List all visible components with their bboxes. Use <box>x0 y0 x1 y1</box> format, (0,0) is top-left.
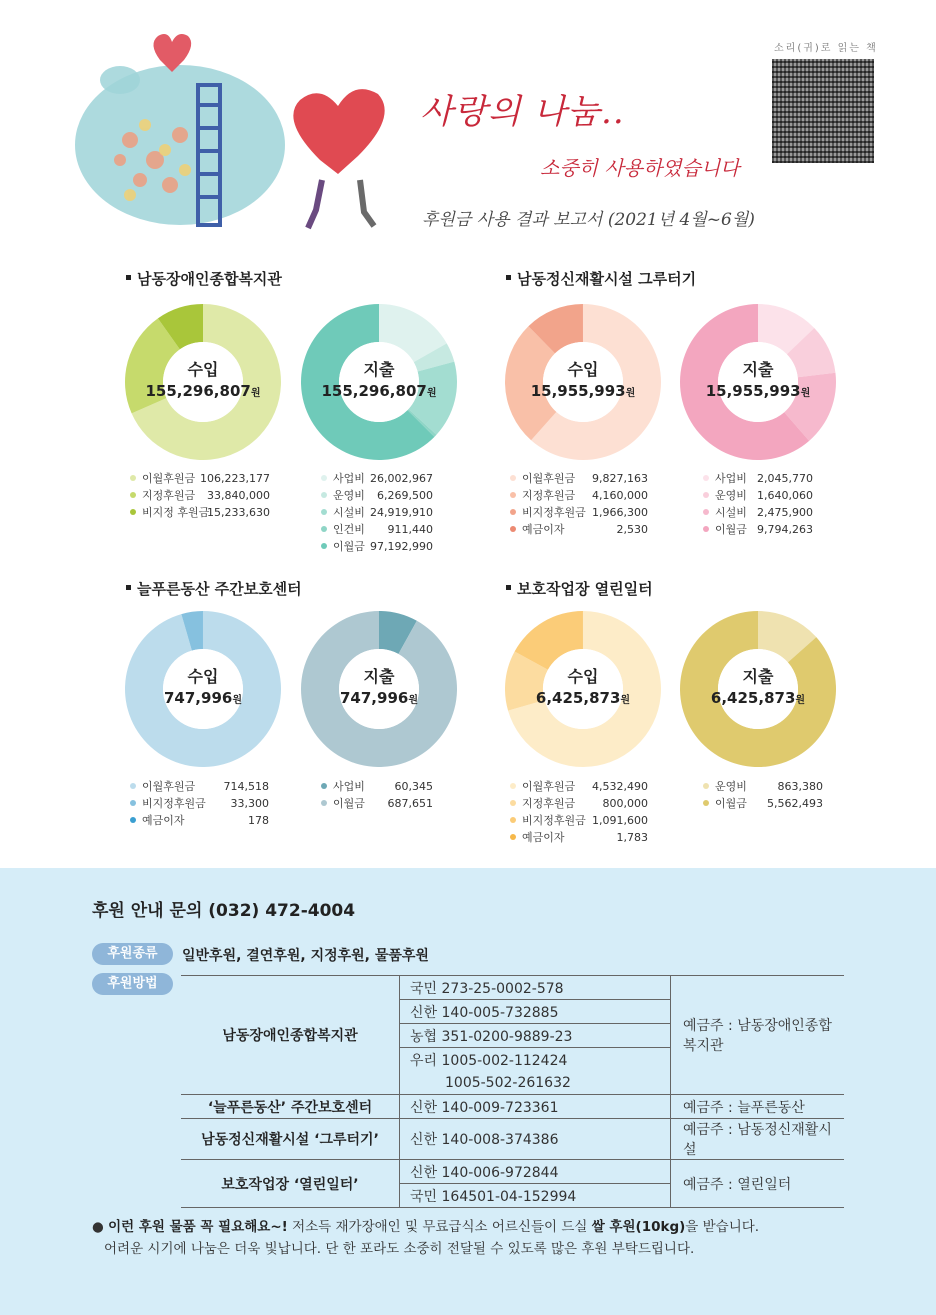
donut-center-label <box>505 664 661 707</box>
donut-center-amount: 6,425,873 <box>535 689 621 707</box>
legend-value: 687,651 <box>387 797 433 810</box>
account-number: 농협 351-0200-9889-23 <box>400 1024 671 1048</box>
legend-value: 2,045,770 <box>757 472 813 485</box>
legend-label: 예금이자 <box>142 814 185 827</box>
legend-value: 1,091,600 <box>592 814 648 827</box>
legend-dot-icon <box>321 492 327 498</box>
currency-unit: 원 <box>408 695 418 706</box>
legend-item <box>510 487 648 504</box>
legend-value: 911,440 <box>387 523 433 536</box>
legend-dot-icon <box>130 783 136 789</box>
account-holder: 예금주 : 열린일터 <box>671 1160 845 1208</box>
currency-unit: 원 <box>625 388 636 399</box>
account-number: 국민 164501-04-152994 <box>400 1184 671 1208</box>
legend-dot-icon <box>510 475 516 481</box>
legend-label: 이월금 <box>715 797 747 810</box>
donut-center-title: 수입 <box>187 667 219 686</box>
legend-label: 이월금 <box>715 523 747 536</box>
account-number: 신한 140-005-732885 <box>400 1000 671 1024</box>
account-number: 1005-502-261632 <box>400 1071 671 1095</box>
legend-label: 이월금 <box>333 540 365 553</box>
legend-dot-icon <box>510 509 516 515</box>
donut-center-label <box>301 664 457 707</box>
legend-value: 1,640,060 <box>757 489 813 502</box>
currency-unit: 원 <box>795 695 806 706</box>
table-row <box>181 976 844 1000</box>
legend-dot-icon <box>321 543 327 549</box>
legend-label: 이월후원금 <box>142 780 196 793</box>
donut-center-title: 지출 <box>742 667 774 686</box>
account-number: 신한 140-008-374386 <box>400 1119 671 1160</box>
legend-dot-icon <box>703 800 709 806</box>
org-name: ‘늘푸른동산’ 주간보호센터 <box>181 1095 400 1119</box>
note-bold-rice: 쌀 후원(10kg) <box>591 1219 686 1235</box>
donut-center-amount: 15,955,993 <box>705 382 801 400</box>
legend-item <box>321 795 433 812</box>
legend-dot-icon <box>130 800 136 806</box>
legend-label: 이월후원금 <box>142 472 196 485</box>
currency-unit: 원 <box>426 388 437 399</box>
note-line-2: 어려운 시기에 나눔은 더욱 빛납니다. 단 한 포라도 소중히 전달될 수 있도록 많은 후원 부탁드립니다. <box>104 1241 695 1257</box>
legend-item <box>510 795 648 812</box>
legend-value: 33,840,000 <box>207 489 270 502</box>
legend-item <box>321 487 433 504</box>
legend-dot-icon <box>321 783 327 789</box>
legend-dot-icon <box>321 475 327 481</box>
legend-dot-icon <box>510 834 516 840</box>
legend-item <box>321 521 433 538</box>
legend-income <box>510 470 648 538</box>
legend-dot-icon <box>130 817 136 823</box>
donut-center-amount: 155,296,807 <box>145 382 251 400</box>
kinds-tag: 후원종류 <box>92 943 173 965</box>
legend-item <box>321 778 433 795</box>
legend-item <box>130 470 270 487</box>
legend-value: 106,223,177 <box>200 472 270 485</box>
legend-dot-icon <box>510 800 516 806</box>
legend-item <box>510 778 648 795</box>
legend-dot-icon <box>703 475 709 481</box>
legend-label: 비지정 후원금 <box>142 506 210 519</box>
legend-value: 2,530 <box>616 523 648 536</box>
legend-label: 사업비 <box>333 780 365 793</box>
section-title: 늘푸른동산 주간보호센터 <box>126 578 302 599</box>
report-title: 후원금 사용 결과 보고서 (2021년 4월~6월) <box>422 210 755 230</box>
donut-center-amount: 6,425,873 <box>710 689 796 707</box>
legend-label: 운영비 <box>333 489 365 502</box>
legend-value: 863,380 <box>777 780 823 793</box>
legend-label: 운영비 <box>715 780 747 793</box>
legend-label: 시설비 <box>715 506 747 519</box>
legend-label: 비지정후원금 <box>142 797 206 810</box>
section-title: 남동장애인종합복지관 <box>126 268 282 289</box>
legend-label: 사업비 <box>715 472 747 485</box>
account-holder: 예금주 : 남동정신재활시설 <box>671 1119 845 1160</box>
legend-dot-icon <box>703 509 709 515</box>
donut-center-title: 지출 <box>742 360 774 379</box>
qr-code[interactable] <box>772 59 874 163</box>
legend-expense <box>703 470 813 538</box>
legend-label: 지정후원금 <box>522 489 576 502</box>
donut-center-label <box>505 357 661 400</box>
legend-value: 24,919,910 <box>370 506 433 519</box>
legend-value: 2,475,900 <box>757 506 813 519</box>
legend-value: 1,966,300 <box>592 506 648 519</box>
donut-center-label <box>680 664 836 707</box>
qr-label: 소리(귀)로 읽는 책 <box>774 43 878 54</box>
legend-value: 4,532,490 <box>592 780 648 793</box>
legend-expense <box>321 778 433 812</box>
legend-item <box>510 812 648 829</box>
legend-income <box>130 470 270 521</box>
legend-item <box>130 778 269 795</box>
legend-item <box>130 795 269 812</box>
legend-dot-icon <box>703 783 709 789</box>
legend-dot-icon <box>130 475 136 481</box>
section-title: 남동정신재활시설 그루터기 <box>506 268 696 289</box>
org-name: 보호작업장 ‘열린일터’ <box>181 1160 400 1208</box>
legend-label: 비지정후원금 <box>522 814 586 827</box>
legend-value: 1,783 <box>616 831 648 844</box>
legend-value: 26,002,967 <box>370 472 433 485</box>
legend-dot-icon <box>510 526 516 532</box>
legend-expense <box>321 470 433 555</box>
legend-label: 시설비 <box>333 506 365 519</box>
legend-value: 714,518 <box>223 780 269 793</box>
account-number: 우리 1005-002-112424 <box>400 1048 671 1072</box>
legend-value: 97,192,990 <box>370 540 433 553</box>
legend-income <box>130 778 269 829</box>
donut-center-amount: 155,296,807 <box>321 382 427 400</box>
legend-item <box>321 538 433 555</box>
main-title: 사랑의 나눔.. <box>420 92 625 132</box>
donut-center-label <box>301 357 457 400</box>
account-number: 신한 140-009-723361 <box>400 1095 671 1119</box>
legend-value: 6,269,500 <box>377 489 433 502</box>
legend-item <box>130 812 269 829</box>
legend-label: 이월금 <box>333 797 365 810</box>
donut-center-title: 지출 <box>363 360 395 379</box>
legend-value: 9,794,263 <box>757 523 813 536</box>
account-holder: 예금주 : 남동장애인종합복지관 <box>671 976 845 1095</box>
legend-dot-icon <box>510 783 516 789</box>
table-row <box>181 1160 844 1184</box>
org-name: 남동정신재활시설 ‘그루터기’ <box>181 1119 400 1160</box>
donation-note <box>92 1216 892 1260</box>
legend-dot-icon <box>130 492 136 498</box>
legend-item <box>703 470 813 487</box>
account-table <box>181 975 844 1208</box>
currency-unit: 원 <box>800 388 811 399</box>
legend-value: 4,160,000 <box>592 489 648 502</box>
legend-label: 이월후원금 <box>522 780 576 793</box>
legend-dot-icon <box>510 817 516 823</box>
legend-income <box>510 778 648 846</box>
account-number: 국민 273-25-0002-578 <box>400 976 671 1000</box>
legend-label: 이월후원금 <box>522 472 576 485</box>
currency-unit: 원 <box>232 695 242 706</box>
note-text: 을 받습니다. <box>685 1219 760 1235</box>
legend-item <box>510 829 648 846</box>
legend-value: 9,827,163 <box>592 472 648 485</box>
legend-item <box>510 504 648 521</box>
legend-item <box>510 470 648 487</box>
legend-value: 5,562,493 <box>767 797 823 810</box>
legend-dot-icon <box>321 526 327 532</box>
legend-value: 15,233,630 <box>207 506 270 519</box>
support-kinds: 일반후원, 결연후원, 지정후원, 물품후원 <box>182 948 429 964</box>
donut-center-amount: 747,996 <box>340 689 409 707</box>
legend-label: 지정후원금 <box>142 489 196 502</box>
donut-center-label <box>125 664 281 707</box>
donut-center-amount: 15,955,993 <box>530 382 626 400</box>
legend-label: 인건비 <box>333 523 365 536</box>
legend-dot-icon <box>130 509 136 515</box>
legend-label: 예금이자 <box>522 523 565 536</box>
legend-item <box>703 521 813 538</box>
legend-item <box>321 504 433 521</box>
donut-center-label <box>680 357 836 400</box>
table-row <box>181 1119 844 1160</box>
bullet-icon: ● <box>92 1219 104 1235</box>
legend-item <box>321 470 433 487</box>
legend-item <box>703 487 813 504</box>
legend-expense <box>703 778 823 812</box>
donut-center-title: 지출 <box>363 667 395 686</box>
legend-label: 지정후원금 <box>522 797 576 810</box>
currency-unit: 원 <box>250 388 261 399</box>
legend-value: 800,000 <box>602 797 648 810</box>
legend-item <box>130 504 270 521</box>
legend-item <box>703 778 823 795</box>
legend-value: 178 <box>248 814 269 827</box>
legend-dot-icon <box>321 509 327 515</box>
legend-dot-icon <box>321 800 327 806</box>
legend-item <box>703 504 813 521</box>
piggy-bank-illustration <box>60 30 420 250</box>
donut-center-label <box>125 357 281 400</box>
legend-label: 사업비 <box>333 472 365 485</box>
note-bold: 이런 후원 물품 꼭 필요해요~! <box>108 1219 288 1235</box>
legend-value: 33,300 <box>230 797 269 810</box>
account-holder: 예금주 : 늘푸른동산 <box>671 1095 845 1119</box>
table-row <box>181 1095 844 1119</box>
donut-center-title: 수입 <box>567 360 599 379</box>
org-name: 남동장애인종합복지관 <box>181 976 400 1095</box>
legend-label: 예금이자 <box>522 831 565 844</box>
sub-title: 소중히 사용하였습니다 <box>540 156 740 180</box>
legend-item <box>703 795 823 812</box>
legend-label: 운영비 <box>715 489 747 502</box>
account-number: 신한 140-006-972844 <box>400 1160 671 1184</box>
note-text: 저소득 재가장애인 및 무료급식소 어르신들이 드실 <box>287 1219 592 1235</box>
legend-dot-icon <box>703 492 709 498</box>
legend-label: 비지정후원금 <box>522 506 586 519</box>
legend-item <box>510 521 648 538</box>
donut-center-title: 수입 <box>187 360 219 379</box>
legend-value: 60,345 <box>394 780 433 793</box>
currency-unit: 원 <box>620 695 631 706</box>
donut-center-title: 수입 <box>567 667 599 686</box>
section-title: 보호작업장 열린일터 <box>506 578 653 599</box>
method-tag: 후원방법 <box>92 973 173 995</box>
contact-heading: 후원 안내 문의 (032) 472-4004 <box>92 901 356 921</box>
donut-center-amount: 747,996 <box>164 689 233 707</box>
legend-dot-icon <box>510 492 516 498</box>
legend-dot-icon <box>703 526 709 532</box>
legend-item <box>130 487 270 504</box>
